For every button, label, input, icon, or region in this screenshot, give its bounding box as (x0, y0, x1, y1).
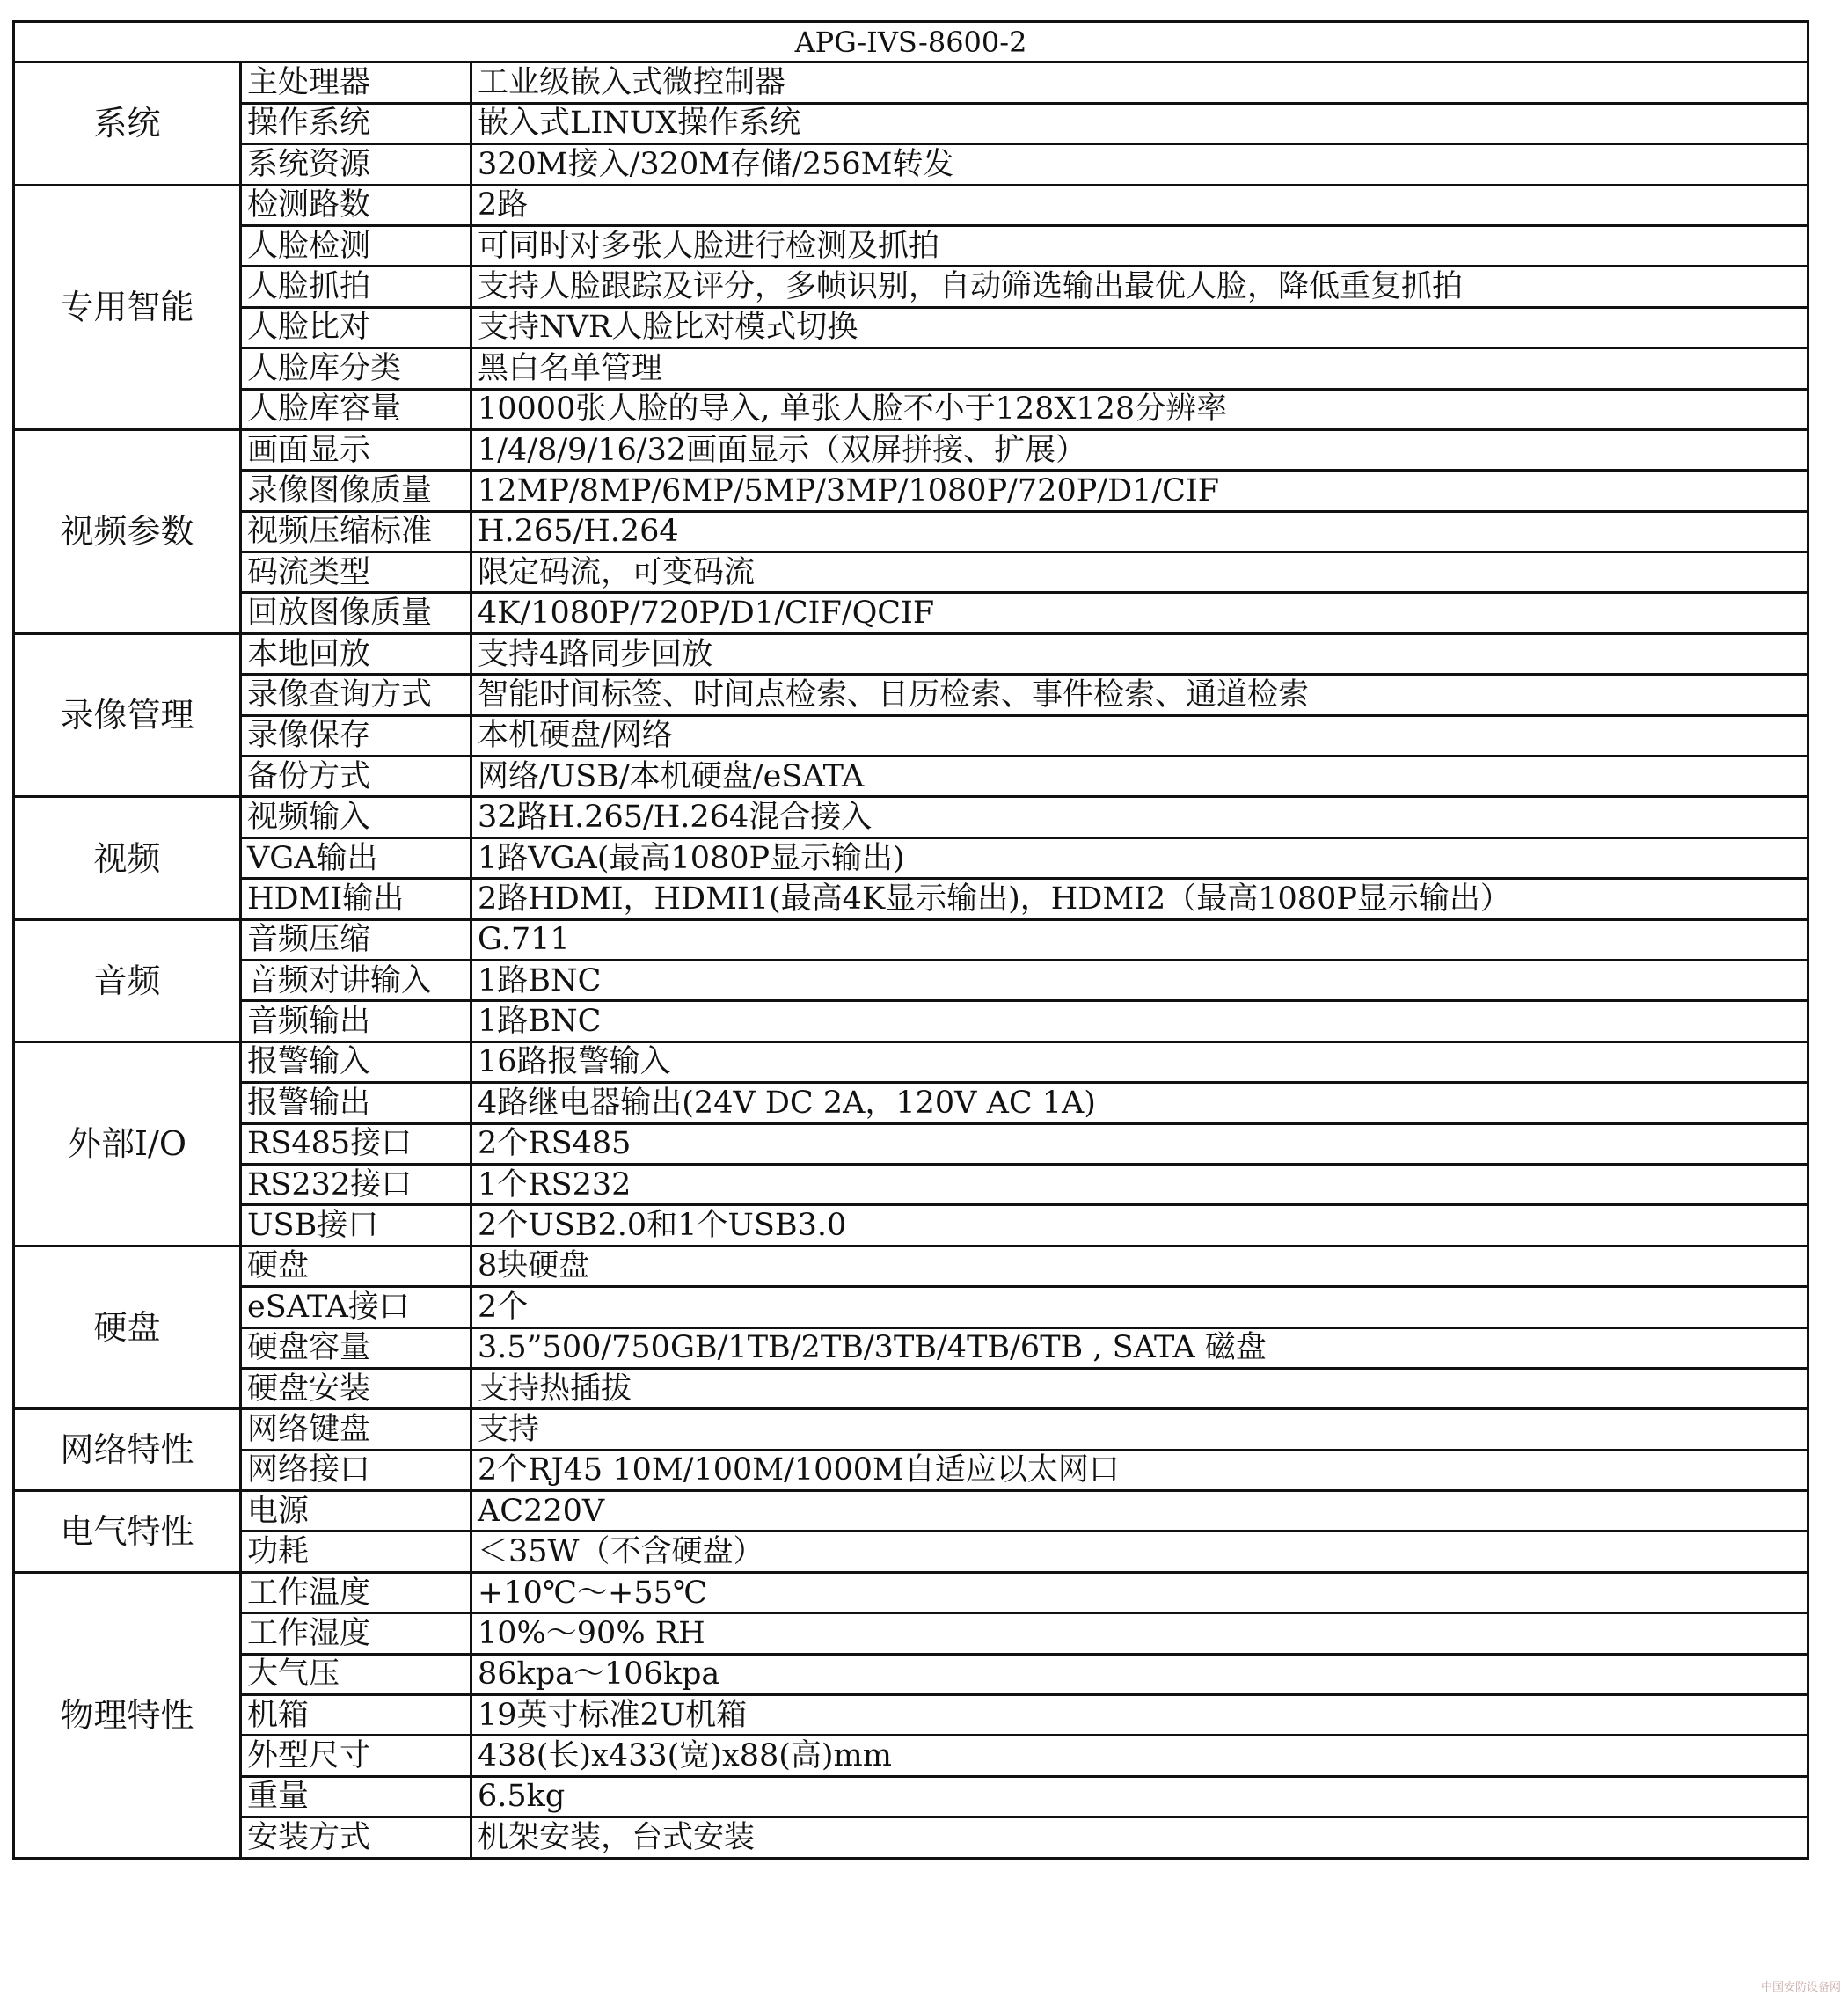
spec-key: 视频输入 (241, 797, 471, 837)
spec-row (14, 552, 1808, 593)
spec-key: HDMI输出 (241, 879, 471, 919)
spec-key: 回放图像质量 (241, 593, 471, 633)
spec-key: 录像图像质量 (241, 471, 471, 511)
table-title: APG-IVS-8600-2 (14, 22, 1808, 62)
spec-row (14, 837, 1808, 878)
spec-value: 438(长)x433(宽)x88(高)mm (471, 1736, 1808, 1776)
spec-key: 机箱 (241, 1695, 471, 1736)
spec-row (14, 1083, 1808, 1123)
spec-row (14, 1001, 1808, 1042)
spec-row (14, 1491, 1808, 1532)
spec-value: 6.5kg (471, 1776, 1808, 1817)
spec-value: 12MP/8MP/6MP/5MP/3MP/1080P/720P/D1/CIF (471, 471, 1808, 511)
spec-row (14, 715, 1808, 756)
spec-key: 报警输出 (241, 1083, 471, 1123)
spec-key: 系统资源 (241, 144, 471, 185)
spec-value: 2路 (471, 185, 1808, 225)
spec-row (14, 1205, 1808, 1246)
spec-row (14, 348, 1808, 389)
spec-row (14, 307, 1808, 347)
spec-key: 检测路数 (241, 185, 471, 225)
spec-row (14, 879, 1808, 919)
spec-value: 支持热插拔 (471, 1368, 1808, 1408)
spec-key: 硬盘安装 (241, 1368, 471, 1408)
spec-value: 支持人脸跟踪及评分，多帧识别，自动筛选输出最优人脸，降低重复抓拍 (471, 267, 1808, 307)
spec-key: 本地回放 (241, 633, 471, 674)
spec-row (14, 225, 1808, 266)
spec-row (14, 103, 1808, 143)
spec-row (14, 1123, 1808, 1164)
spec-value: 86kpa～106kpa (471, 1654, 1808, 1694)
spec-value: 1路BNC (471, 1001, 1808, 1042)
spec-key: eSATA接口 (241, 1287, 471, 1327)
spec-row (14, 1532, 1808, 1572)
spec-value: 2路HDMI，HDMI1(最高4K显示输出)，HDMI2（最高1080P显示输出） (471, 879, 1808, 919)
group-label: 系统 (14, 62, 241, 185)
spec-value: 4路继电器输出(24V DC 2A，120V AC 1A) (471, 1083, 1808, 1123)
spec-value: 支持NVR人脸比对模式切换 (471, 307, 1808, 347)
spec-key: 人脸检测 (241, 225, 471, 266)
spec-key: 功耗 (241, 1532, 471, 1572)
group-label: 网络特性 (14, 1409, 241, 1491)
spec-value: 1个RS232 (471, 1164, 1808, 1204)
spec-key: 备份方式 (241, 757, 471, 797)
group-label: 视频 (14, 797, 241, 919)
spec-value: 32路H.265/H.264混合接入 (471, 797, 1808, 837)
spec-row (14, 62, 1808, 103)
group-label: 音频 (14, 919, 241, 1042)
spec-value: 机架安装，台式安装 (471, 1817, 1808, 1858)
group-label: 专用智能 (14, 185, 241, 429)
group-label: 视频参数 (14, 429, 241, 633)
spec-value: 可同时对多张人脸进行检测及抓拍 (471, 225, 1808, 266)
spec-row (14, 1368, 1808, 1408)
spec-table (12, 20, 1809, 1860)
spec-value: 2个 (471, 1287, 1808, 1327)
spec-value: G.711 (471, 919, 1808, 960)
spec-row (14, 1654, 1808, 1694)
spec-value: ＜35W（不含硬盘） (471, 1532, 1808, 1572)
spec-key: USB接口 (241, 1205, 471, 1246)
spec-key: 工作温度 (241, 1572, 471, 1612)
spec-key: 电源 (241, 1491, 471, 1532)
spec-row (14, 511, 1808, 552)
spec-key: 音频输出 (241, 1001, 471, 1042)
spec-value: AC220V (471, 1491, 1808, 1532)
spec-row (14, 1695, 1808, 1736)
spec-row (14, 593, 1808, 633)
spec-value: 限定码流，可变码流 (471, 552, 1808, 593)
spec-row (14, 1246, 1808, 1286)
spec-value: 支持 (471, 1409, 1808, 1450)
group-label: 录像管理 (14, 633, 241, 797)
group-label: 电气特性 (14, 1491, 241, 1573)
spec-value: 1/4/8/9/16/32画面显示（双屏拼接、扩展） (471, 429, 1808, 470)
spec-row (14, 267, 1808, 307)
spec-value: H.265/H.264 (471, 511, 1808, 552)
spec-row (14, 1817, 1808, 1858)
spec-value: 工业级嵌入式微控制器 (471, 62, 1808, 103)
spec-row (14, 144, 1808, 185)
group-label: 硬盘 (14, 1246, 241, 1409)
spec-row (14, 471, 1808, 511)
spec-key: 安装方式 (241, 1817, 471, 1858)
spec-row (14, 1287, 1808, 1327)
spec-key: 报警输入 (241, 1042, 471, 1082)
spec-key: 人脸抓拍 (241, 267, 471, 307)
spec-value: 3.5”500/750GB/1TB/2TB/3TB/4TB/6TB , SATA 磁盘 (471, 1327, 1808, 1368)
spec-row (14, 757, 1808, 797)
spec-value: 1路VGA(最高1080P显示输出) (471, 837, 1808, 878)
spec-key: RS232接口 (241, 1164, 471, 1204)
spec-row (14, 675, 1808, 715)
spec-row (14, 1409, 1808, 1450)
spec-row (14, 919, 1808, 960)
spec-value: 2个RS485 (471, 1123, 1808, 1164)
spec-value: 智能时间标签、时间点检索、日历检索、事件检索、通道检索 (471, 675, 1808, 715)
spec-key: 人脸库分类 (241, 348, 471, 389)
spec-row (14, 429, 1808, 470)
spec-key: 画面显示 (241, 429, 471, 470)
spec-key: 工作湿度 (241, 1613, 471, 1654)
spec-row (14, 1572, 1808, 1612)
watermark-text: 中国安防设备网 (1760, 1981, 1841, 1994)
spec-key: 操作系统 (241, 103, 471, 143)
spec-row (14, 1736, 1808, 1776)
spec-row (14, 1042, 1808, 1082)
spec-row (14, 1613, 1808, 1654)
spec-key: 音频对讲输入 (241, 960, 471, 1000)
spec-key: 外型尺寸 (241, 1736, 471, 1776)
spec-key: 主处理器 (241, 62, 471, 103)
spec-value: 1路BNC (471, 960, 1808, 1000)
spec-key: RS485接口 (241, 1123, 471, 1164)
spec-value: 本机硬盘/网络 (471, 715, 1808, 756)
spec-key: 硬盘 (241, 1246, 471, 1286)
spec-value: 支持4路同步回放 (471, 633, 1808, 674)
spec-key: 人脸比对 (241, 307, 471, 347)
spec-value: 网络/USB/本机硬盘/eSATA (471, 757, 1808, 797)
spec-value: 16路报警输入 (471, 1042, 1808, 1082)
spec-row (14, 960, 1808, 1000)
spec-key: 录像查询方式 (241, 675, 471, 715)
spec-row (14, 1450, 1808, 1490)
spec-value: 黑白名单管理 (471, 348, 1808, 389)
spec-value: 320M接入/320M存储/256M转发 (471, 144, 1808, 185)
spec-row (14, 1327, 1808, 1368)
spec-row (14, 1776, 1808, 1817)
spec-key: 录像保存 (241, 715, 471, 756)
spec-key: 码流类型 (241, 552, 471, 593)
spec-key: 网络接口 (241, 1450, 471, 1490)
spec-key: VGA输出 (241, 837, 471, 878)
spec-value: +10℃～+55℃ (471, 1572, 1808, 1612)
group-label: 外部I/O (14, 1042, 241, 1246)
spec-row (14, 633, 1808, 674)
spec-value: 8块硬盘 (471, 1246, 1808, 1286)
spec-key: 音频压缩 (241, 919, 471, 960)
spec-key: 人脸库容量 (241, 389, 471, 429)
spec-value: 10%～90% RH (471, 1613, 1808, 1654)
spec-key: 大气压 (241, 1654, 471, 1694)
spec-value: 2个RJ45 10M/100M/1000M自适应以太网口 (471, 1450, 1808, 1490)
group-label: 物理特性 (14, 1572, 241, 1858)
spec-key: 网络键盘 (241, 1409, 471, 1450)
spec-value: 2个USB2.0和1个USB3.0 (471, 1205, 1808, 1246)
spec-value: 4K/1080P/720P/D1/CIF/QCIF (471, 593, 1808, 633)
spec-key: 重量 (241, 1776, 471, 1817)
title-row (14, 22, 1808, 62)
spec-value: 10000张人脸的导入, 单张人脸不小于128X128分辨率 (471, 389, 1808, 429)
spec-value: 嵌入式LINUX操作系统 (471, 103, 1808, 143)
spec-key: 硬盘容量 (241, 1327, 471, 1368)
spec-row (14, 185, 1808, 225)
spec-value: 19英寸标准2U机箱 (471, 1695, 1808, 1736)
spec-key: 视频压缩标准 (241, 511, 471, 552)
spec-row (14, 1164, 1808, 1204)
spec-row (14, 389, 1808, 429)
spec-row (14, 797, 1808, 837)
